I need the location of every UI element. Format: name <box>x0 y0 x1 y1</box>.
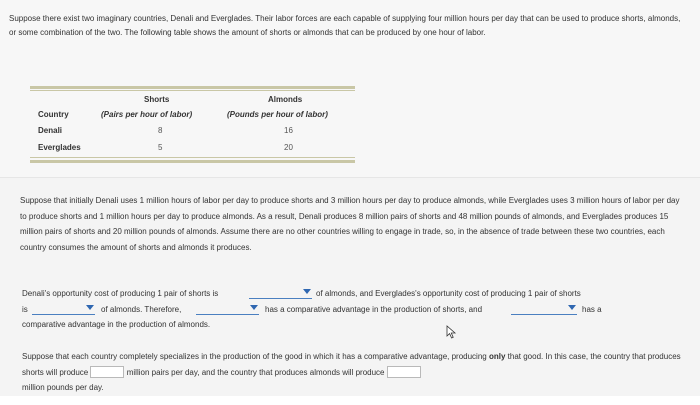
table-bottom-rule-thin <box>30 157 355 158</box>
row-shorts-value: 8 <box>158 126 163 135</box>
denali-opp-cost-dropdown[interactable] <box>249 288 312 299</box>
shorts-amount-input[interactable] <box>90 366 124 378</box>
spec-only-emphasis: only <box>488 352 506 361</box>
almonds-amount-input[interactable] <box>387 366 421 378</box>
spec-text-4: million pounds per day. <box>22 383 104 392</box>
chevron-down-icon <box>250 305 258 310</box>
spec-text-1: Suppose that each country completely specializes in the production of the good in which it has a comparative advantage, producing <box>22 352 487 361</box>
opp-text-1: Denali's opportunity cost of producing 1 pair of shorts is <box>22 289 219 298</box>
mouse-pointer-icon <box>446 325 458 339</box>
opp-text-2: of almonds, and Everglades's opportunity cost of producing 1 pair of shorts <box>316 289 581 298</box>
table-bottom-rule <box>30 160 355 163</box>
col-shorts-unit: (Pairs per hour of labor) <box>101 110 193 119</box>
chevron-down-icon <box>303 289 311 294</box>
col-almonds-header: Almonds <box>268 95 303 104</box>
almonds-advantage-dropdown[interactable] <box>511 304 577 315</box>
chevron-down-icon <box>86 305 94 310</box>
intro-text: Suppose there exist two imaginary countries, Denali and Everglades. Their labor forces are each capable of supplying four million hours per day that can be used to produce shorts, almonds, or some combination of the two. The following table shows the amount of shorts or almonds that can be produced by one hour of labor. <box>9 14 681 37</box>
row-almonds-value: 16 <box>284 126 293 135</box>
specialization-text <box>22 349 682 396</box>
col-country-header: Country <box>38 110 69 119</box>
row-shorts-value: 5 <box>158 143 163 152</box>
spec-text-3: million pairs per day, and the country that produces almonds will produce <box>126 367 385 377</box>
row-country: Denali <box>38 126 63 135</box>
scenario-text: Suppose that initially Denali uses 1 million hours of labor per day to produce shorts and 3 million hours per day to produce almonds, while Everglades uses 3 million hours of labor per day to produce shorts and 1 million hours per day to produce almonds. As a result, Denali produces 8 million pairs of shorts and 48 million pounds of almonds, and Everglades produces 15 million pairs of shorts and 20 million pounds of almonds. Assume there are no other countries willing to engage in trade, so, in the absence of trade between these two countries, each country consumes the amount of shorts and almonds it produces. <box>20 196 680 252</box>
col-almonds-unit: (Pounds per hour of labor) <box>227 110 328 119</box>
chevron-down-icon <box>568 305 576 310</box>
col-shorts-header: Shorts <box>144 95 170 104</box>
opp-text-4: of almonds. Therefore, <box>101 305 182 314</box>
shorts-advantage-dropdown[interactable] <box>196 304 259 315</box>
table-top-rule <box>30 86 355 89</box>
opp-text-7: comparative advantage in the production of almonds. <box>22 320 211 329</box>
opp-text-5: has a comparative advantage in the production of shorts, and <box>265 305 483 314</box>
everglades-opp-cost-dropdown[interactable] <box>32 304 95 315</box>
opp-text-6: has a <box>582 305 602 314</box>
row-almonds-value: 20 <box>284 143 293 152</box>
opp-text-3: is <box>22 305 28 314</box>
spec-text-2: that good. In this case, the country that produces shorts will produce <box>22 352 681 377</box>
row-country: Everglades <box>38 143 81 152</box>
table-top-rule-thin <box>30 90 355 91</box>
